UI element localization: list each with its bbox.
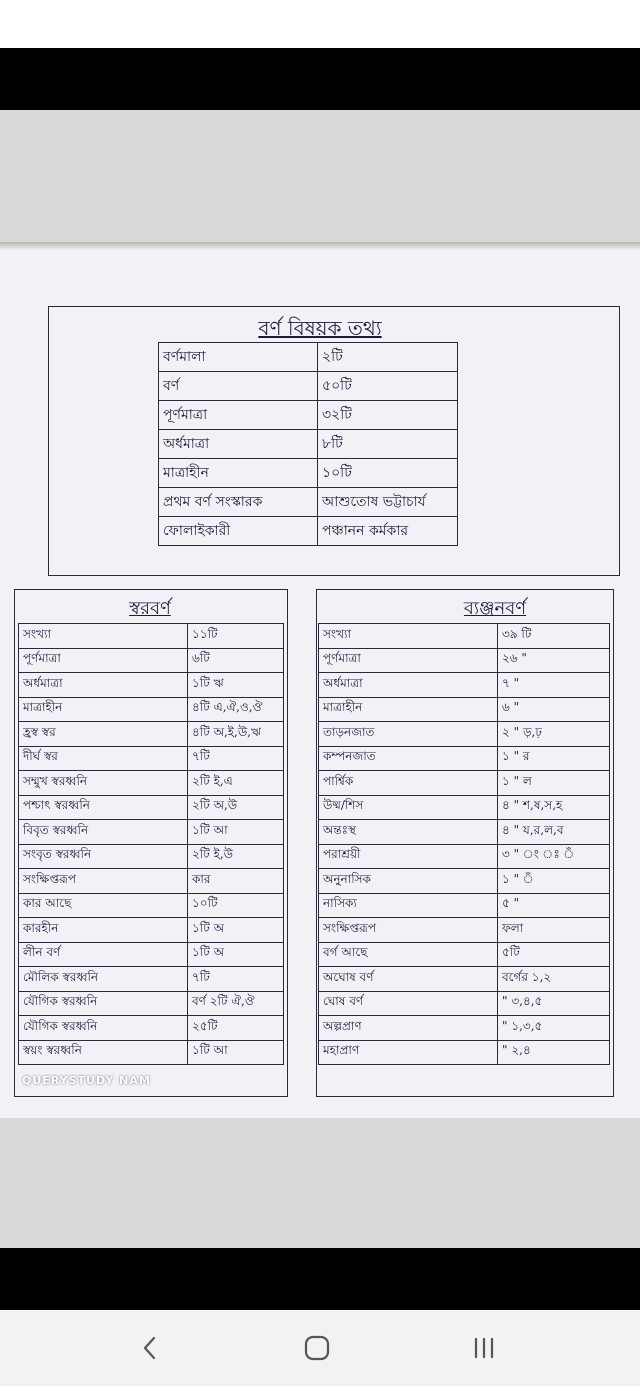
row-label: অঘোষ বর্ণ [319, 967, 498, 992]
row-value: " ৩,৪,৫ [498, 991, 610, 1016]
row-value: পঞ্চানন কর্মকার [318, 517, 458, 546]
table-row [319, 844, 610, 869]
letterbox-top [0, 48, 640, 110]
table-row [319, 697, 610, 722]
table-row [319, 746, 610, 771]
row-value: ১টি আ [188, 1040, 284, 1065]
row-label: যৌগিক স্বরধ্বনি [19, 991, 188, 1016]
row-value: ১ " ল [498, 771, 610, 796]
table-row [319, 722, 610, 747]
top-section-title: বর্ণ বিষয়ক তথ্য [258, 316, 382, 340]
row-label: দীর্ঘ স্বর [19, 746, 188, 771]
table-row [19, 746, 284, 771]
row-label: কারহীন [19, 918, 188, 943]
row-label: স্বয়ং স্বরধ্বনি [19, 1040, 188, 1065]
table-row [319, 795, 610, 820]
row-label: সংখ্যা [19, 624, 188, 649]
row-value: ৮টি [318, 430, 458, 459]
recents-icon [470, 1334, 498, 1362]
row-value: ৪ " য,র,ল,ব [498, 820, 610, 845]
table-row [319, 673, 610, 698]
letterbox-bottom [0, 1248, 640, 1310]
row-label: পূর্ণমাত্রা [319, 648, 498, 673]
table-row [159, 343, 458, 372]
table-row [19, 697, 284, 722]
row-value: ২৫টি [188, 1016, 284, 1041]
vowel-section-title: স্বরবর্ণ [129, 598, 171, 619]
table-row [319, 967, 610, 992]
row-label: অর্ধমাত্রা [19, 673, 188, 698]
table-row [319, 648, 610, 673]
row-value: ১টি ঋ [188, 673, 284, 698]
back-chevron-icon [140, 1334, 160, 1362]
home-button[interactable] [287, 1328, 347, 1368]
row-label: বর্ণ [159, 372, 318, 401]
row-label: মৌলিক স্বরধ্বনি [19, 967, 188, 992]
row-value: ১টি অ [188, 918, 284, 943]
row-label: অল্পপ্রাণ [319, 1016, 498, 1041]
row-label: মহাপ্রাণ [319, 1040, 498, 1065]
table-row [19, 967, 284, 992]
back-button[interactable] [120, 1328, 180, 1368]
table-row [159, 517, 458, 546]
row-label: অন্তঃস্থ [319, 820, 498, 845]
row-label: বিবৃত স্বরধ্বনি [19, 820, 188, 845]
row-label: মাত্রাহীন [319, 697, 498, 722]
table-row [159, 372, 458, 401]
row-label: সংক্ষিপ্তরূপ [319, 918, 498, 943]
row-value: ১০টি [188, 893, 284, 918]
table-row [319, 771, 610, 796]
row-value: ৩৯ টি [498, 624, 610, 649]
paper-edge [0, 242, 640, 250]
table-row [19, 991, 284, 1016]
row-label: মাত্রাহীন [19, 697, 188, 722]
row-value: ২টি অ,উ [188, 795, 284, 820]
row-label: লীন বর্ণ [19, 942, 188, 967]
table-row [19, 673, 284, 698]
table-row [19, 624, 284, 649]
row-value: বর্গের ১,২ [498, 967, 610, 992]
image-background-top [0, 110, 640, 242]
watermark: QUERYSTUDY NAM [22, 1074, 151, 1087]
notebook-photo [0, 242, 640, 1118]
vowel-table [18, 623, 284, 1065]
table-row [319, 1040, 610, 1065]
row-value: ফলা [498, 918, 610, 943]
row-label: ফোলাইকারী [159, 517, 318, 546]
row-value: " ১,৩,৫ [498, 1016, 610, 1041]
row-label: পরাশ্রয়ী [319, 844, 498, 869]
row-value: " ২,৪ [498, 1040, 610, 1065]
row-label: পার্শ্বিক [319, 771, 498, 796]
row-value: ৭টি [188, 746, 284, 771]
row-label: অনুনাসিক [319, 869, 498, 894]
row-value: ১ " র [498, 746, 610, 771]
row-value: ২টি ই,এ [188, 771, 284, 796]
row-value: ১০টি [318, 459, 458, 488]
table-row [19, 1040, 284, 1065]
row-value: ৫ " [498, 893, 610, 918]
row-label: মাত্রাহীন [159, 459, 318, 488]
table-row [19, 1016, 284, 1041]
row-value: ৪টি অ,ই,উ,ঋ [188, 722, 284, 747]
row-label: পূর্ণমাত্রা [159, 401, 318, 430]
table-row [319, 918, 610, 943]
table-row [319, 991, 610, 1016]
row-value: কার [188, 869, 284, 894]
row-value: ১টি অ [188, 942, 284, 967]
row-value: ৪ " শ,ষ,স,হ [498, 795, 610, 820]
row-value: ৫০টি [318, 372, 458, 401]
row-value: ২টি [318, 343, 458, 372]
row-value: ৪টি এ,ঐ,ও,ঔ [188, 697, 284, 722]
row-label: কার আছে [19, 893, 188, 918]
table-row [319, 820, 610, 845]
table-row [19, 771, 284, 796]
row-value: ১ " ঁ [498, 869, 610, 894]
recents-button[interactable] [454, 1328, 514, 1368]
row-label: সম্মুখ স্বরধ্বনি [19, 771, 188, 796]
row-value: ৭ " [498, 673, 610, 698]
row-label: উষ্ম/শিস [319, 795, 498, 820]
table-row [19, 942, 284, 967]
table-row [19, 918, 284, 943]
row-label: সংবৃত স্বরধ্বনি [19, 844, 188, 869]
table-row [19, 869, 284, 894]
row-value: ১১টি [188, 624, 284, 649]
table-row [19, 844, 284, 869]
row-label: অর্ধমাত্রা [319, 673, 498, 698]
row-value: ৬টি [188, 648, 284, 673]
row-value: ৭টি [188, 967, 284, 992]
row-value: ৫টি [498, 942, 610, 967]
table-row [19, 648, 284, 673]
table-row [319, 893, 610, 918]
row-label: পূর্ণমাত্রা [19, 648, 188, 673]
row-label: যৌগিক স্বরধ্বনি [19, 1016, 188, 1041]
row-label: বর্ণমালা [159, 343, 318, 372]
row-value: ২৬ " [498, 648, 610, 673]
table-row [319, 942, 610, 967]
table-row [319, 869, 610, 894]
row-label: নাসিক্য [319, 893, 498, 918]
row-value: আশুতোষ ভট্টাচার্য [318, 488, 458, 517]
consonant-table [318, 623, 610, 1065]
home-icon [303, 1334, 331, 1362]
table-row [19, 893, 284, 918]
row-value: ২ " ড়,ঢ় [498, 722, 610, 747]
table-row [19, 795, 284, 820]
row-label: সংখ্যা [319, 624, 498, 649]
row-label: পশ্চাৎ স্বরধ্বনি [19, 795, 188, 820]
table-row [319, 1016, 610, 1041]
row-label: ঘোষ বর্ণ [319, 991, 498, 1016]
table-row [19, 722, 284, 747]
table-row [159, 430, 458, 459]
row-value: ২টি ই,উ [188, 844, 284, 869]
row-label: প্রথম বর্ণ সংস্কারক [159, 488, 318, 517]
status-bar [0, 0, 640, 48]
table-row [319, 624, 610, 649]
row-label: অর্ধমাত্রা [159, 430, 318, 459]
row-value: ১টি আ [188, 820, 284, 845]
table-row [159, 459, 458, 488]
row-label: কম্পনজাত [319, 746, 498, 771]
image-background-bottom [0, 1118, 640, 1248]
row-value: ৩২টি [318, 401, 458, 430]
row-label: হ্রস্ব স্বর [19, 722, 188, 747]
row-value: ৩ " ং ঃ ঁ [498, 844, 610, 869]
table-row [159, 401, 458, 430]
row-value: বর্ণ ২টি ঐ,ঔ [188, 991, 284, 1016]
top-info-table [158, 342, 458, 546]
row-value: ৬ " [498, 697, 610, 722]
table-row [159, 488, 458, 517]
consonant-section-title: ব্যঞ্জনবর্ণ [463, 598, 527, 619]
table-row [19, 820, 284, 845]
row-label: সংক্ষিপ্তরূপ [19, 869, 188, 894]
row-label: বর্গ আছে [319, 942, 498, 967]
navigation-bar [0, 1310, 640, 1386]
row-label: তাড়নজাত [319, 722, 498, 747]
